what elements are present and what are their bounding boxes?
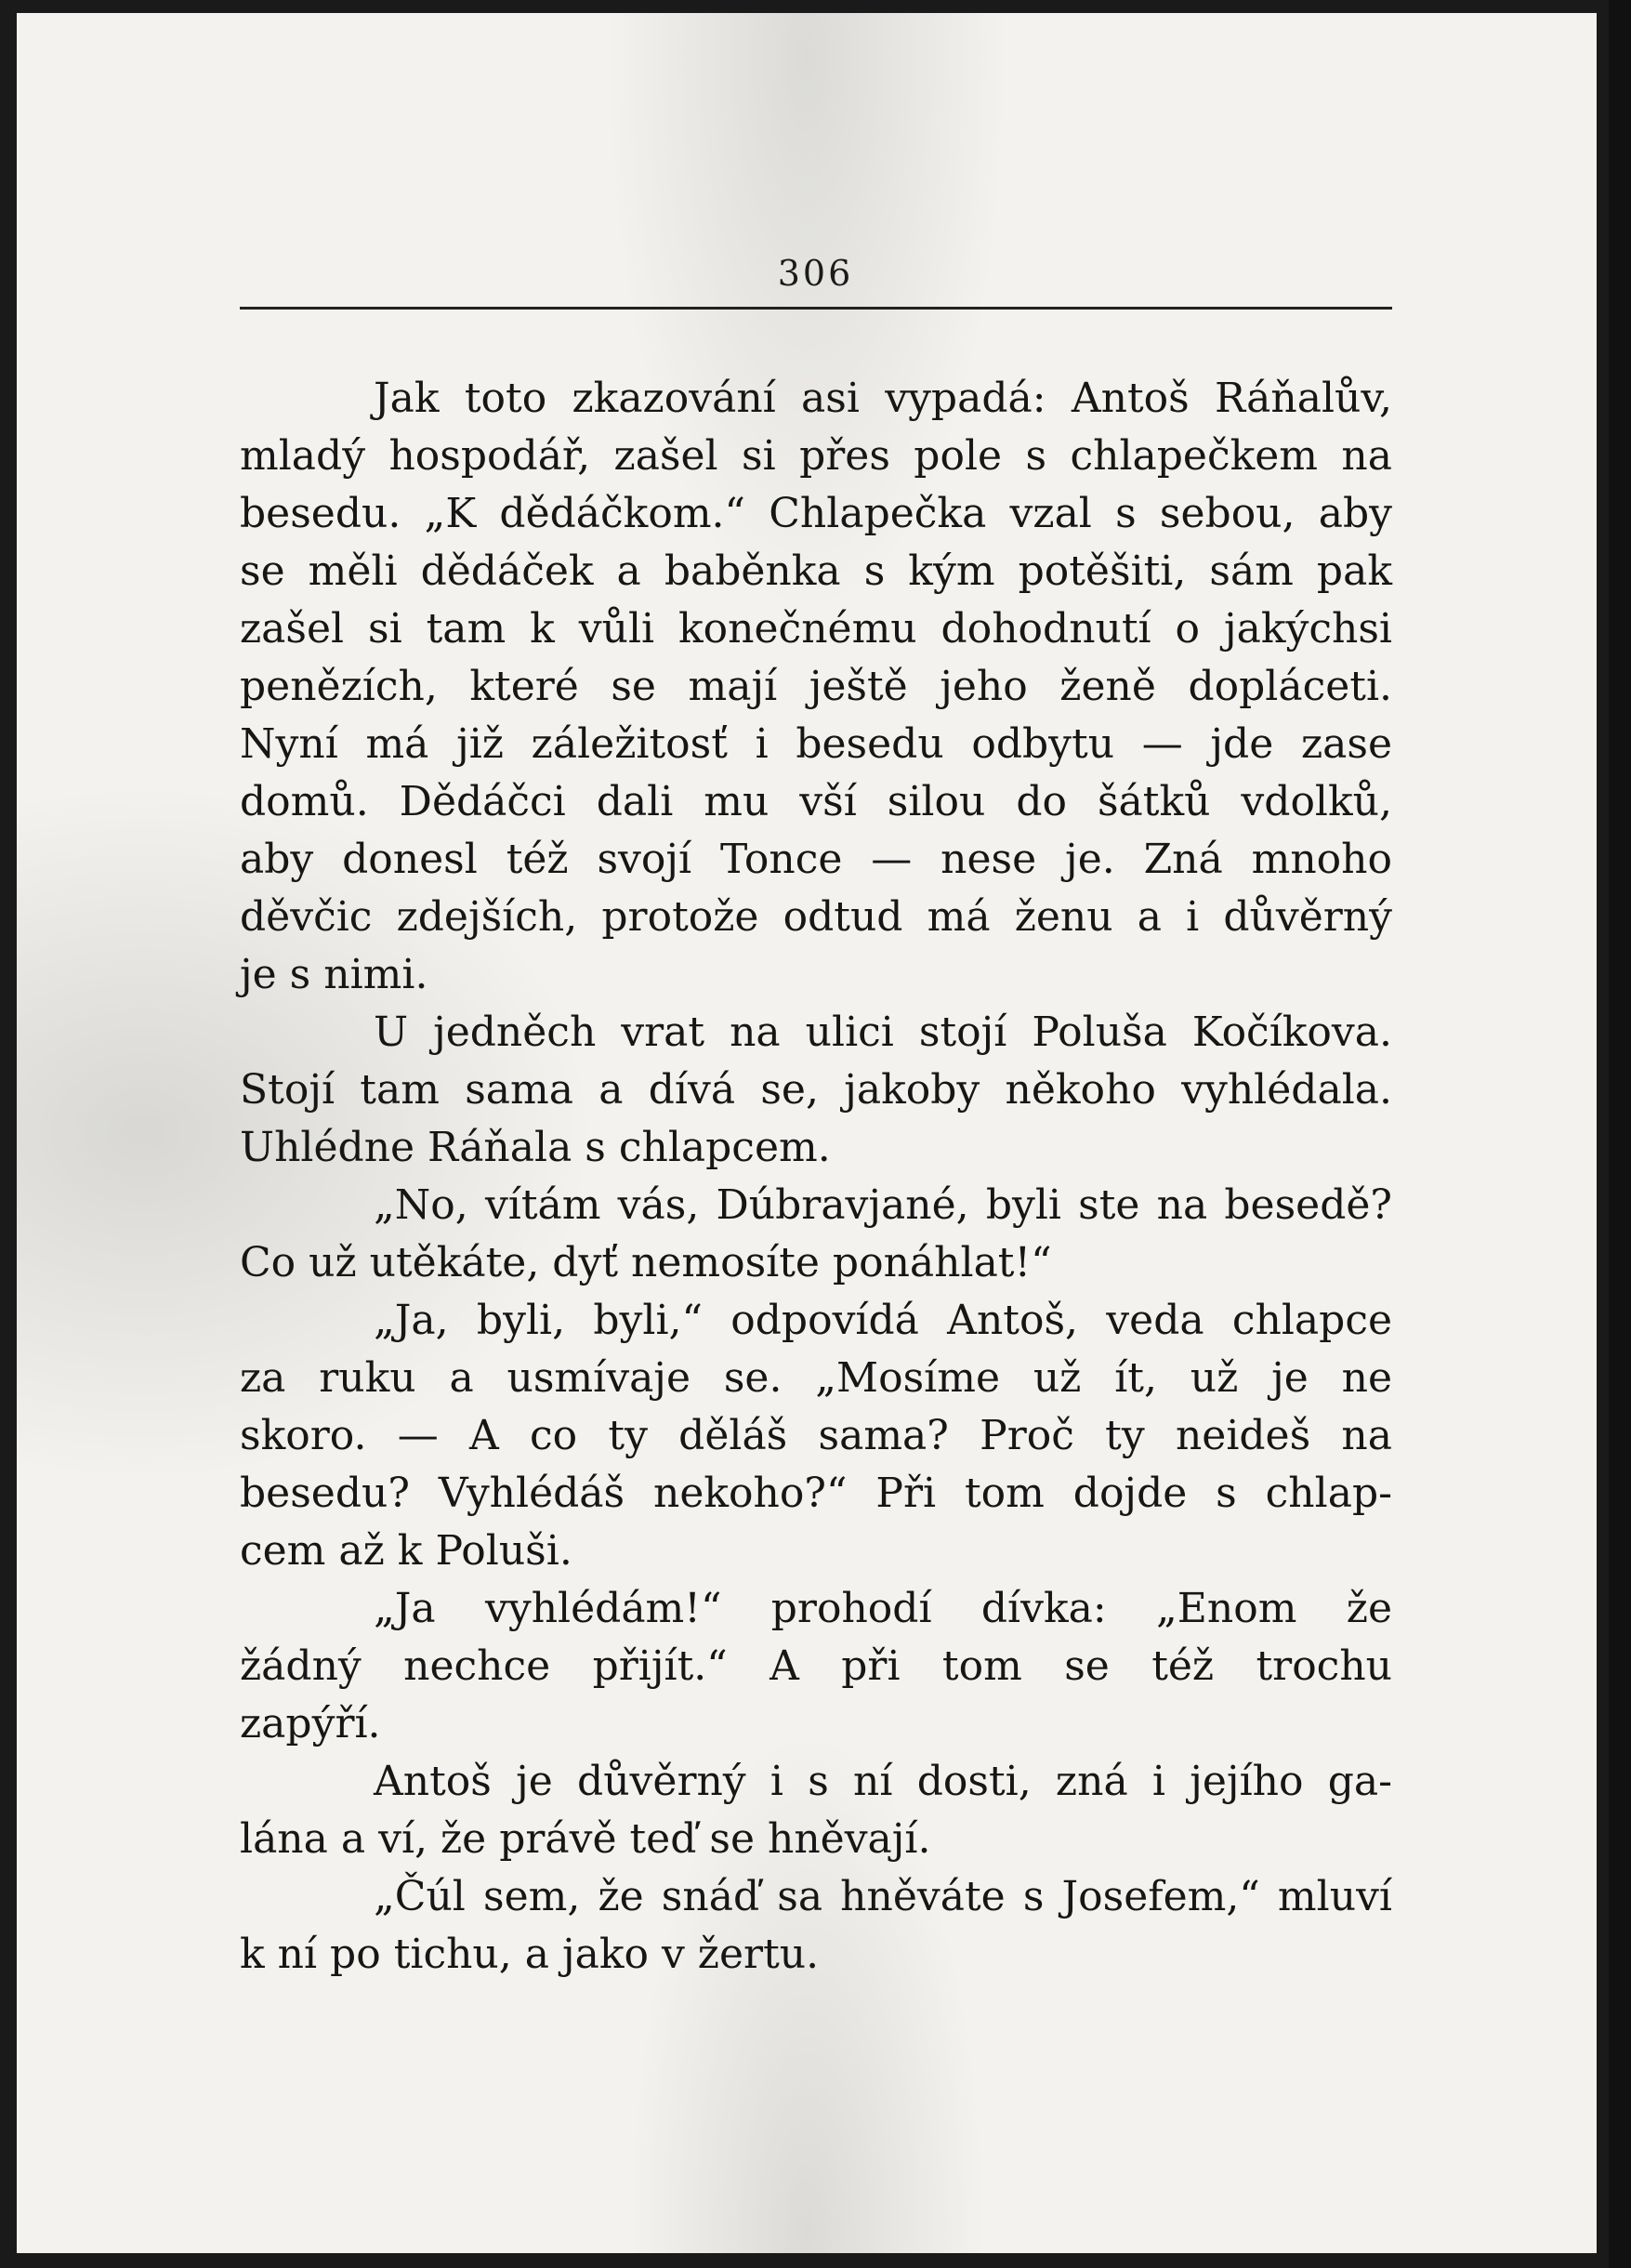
header-rule (240, 307, 1392, 310)
text-line: Jak toto zkazování asi vypadá: Antoš Ráňalův, (374, 375, 1392, 422)
text-line: zapýří. (240, 1700, 381, 1747)
text-line: „No, vítám vás, Dúbravjané, byli ste na besedě? (374, 1181, 1392, 1229)
text-line: děvčic zdejších, protože odtud má ženu a i důvěrný (240, 893, 1392, 941)
text-line: cem až k Poluši. (240, 1527, 572, 1575)
text-line: domů. Dědáčci dali mu vší silou do šátků vdolků, (240, 778, 1392, 825)
text-line: penězích, které se mají ještě jeho ženě dopláceti. (240, 663, 1392, 710)
text-line: se měli dědáček a baběnka s kým potěšiti, sám pak (240, 547, 1392, 595)
text-line: Antoš je důvěrný i s ní dosti, zná i jejího ga- (374, 1758, 1392, 1805)
text-line: zašel si tam k vůli konečnému dohodnutí o jakýchsi (240, 605, 1392, 653)
text-line: je s nimi. (240, 951, 428, 998)
text-line: Nyní má již záležitosť i besedu odbytu — jde zase (240, 720, 1392, 768)
text-line: „Čúl sem, že snáď sa hněváte s Josefem,“ mluví (374, 1873, 1392, 1920)
text-line: U jedněch vrat na ulici stojí Poluša Kočíkova. (374, 1009, 1392, 1056)
text-line: za ruku a usmívaje se. „Mosíme už ít, už je ne (240, 1354, 1392, 1402)
text-line: Uhlédne Ráňala s chlapcem. (240, 1124, 831, 1171)
text-line: „Ja, byli, byli,“ odpovídá Antoš, veda chlapce (374, 1297, 1392, 1344)
body-text (240, 370, 1392, 1984)
text-line: Stojí tam sama a dívá se, jakoby někoho vyhlédala. (240, 1066, 1392, 1114)
text-line: skoro. — A co ty děláš sama? Proč ty neideš na (240, 1412, 1392, 1459)
text-line: besedu. „K dědáčkom.“ Chlapečka vzal s sebou, aby (240, 490, 1392, 537)
text-line: aby donesl též svojí Tonce — nese je. Zná mnoho (240, 836, 1392, 883)
text-line: mladý hospodář, zašel si přes pole s chlapečkem na (240, 432, 1392, 480)
text-line: lána a ví, že právě teď se hněvají. (240, 1815, 931, 1863)
scan-edge (1609, 0, 1631, 2268)
text-line: besedu? Vyhlédáš nekoho?“ Při tom dojde s chlap- (240, 1470, 1392, 1517)
text-line: Co už utěkáte, dyť nemosíte ponáhlat!“ (240, 1239, 1052, 1286)
text-line: k ní po tichu, a jako v žertu. (240, 1931, 820, 1978)
page-number: 306 (777, 253, 854, 294)
text-line: „Ja vyhlédám!“ prohodí dívka: „Enom že (374, 1585, 1392, 1632)
text-line: žádný nechce přijít.“ A při tom se též trochu (240, 1642, 1392, 1690)
